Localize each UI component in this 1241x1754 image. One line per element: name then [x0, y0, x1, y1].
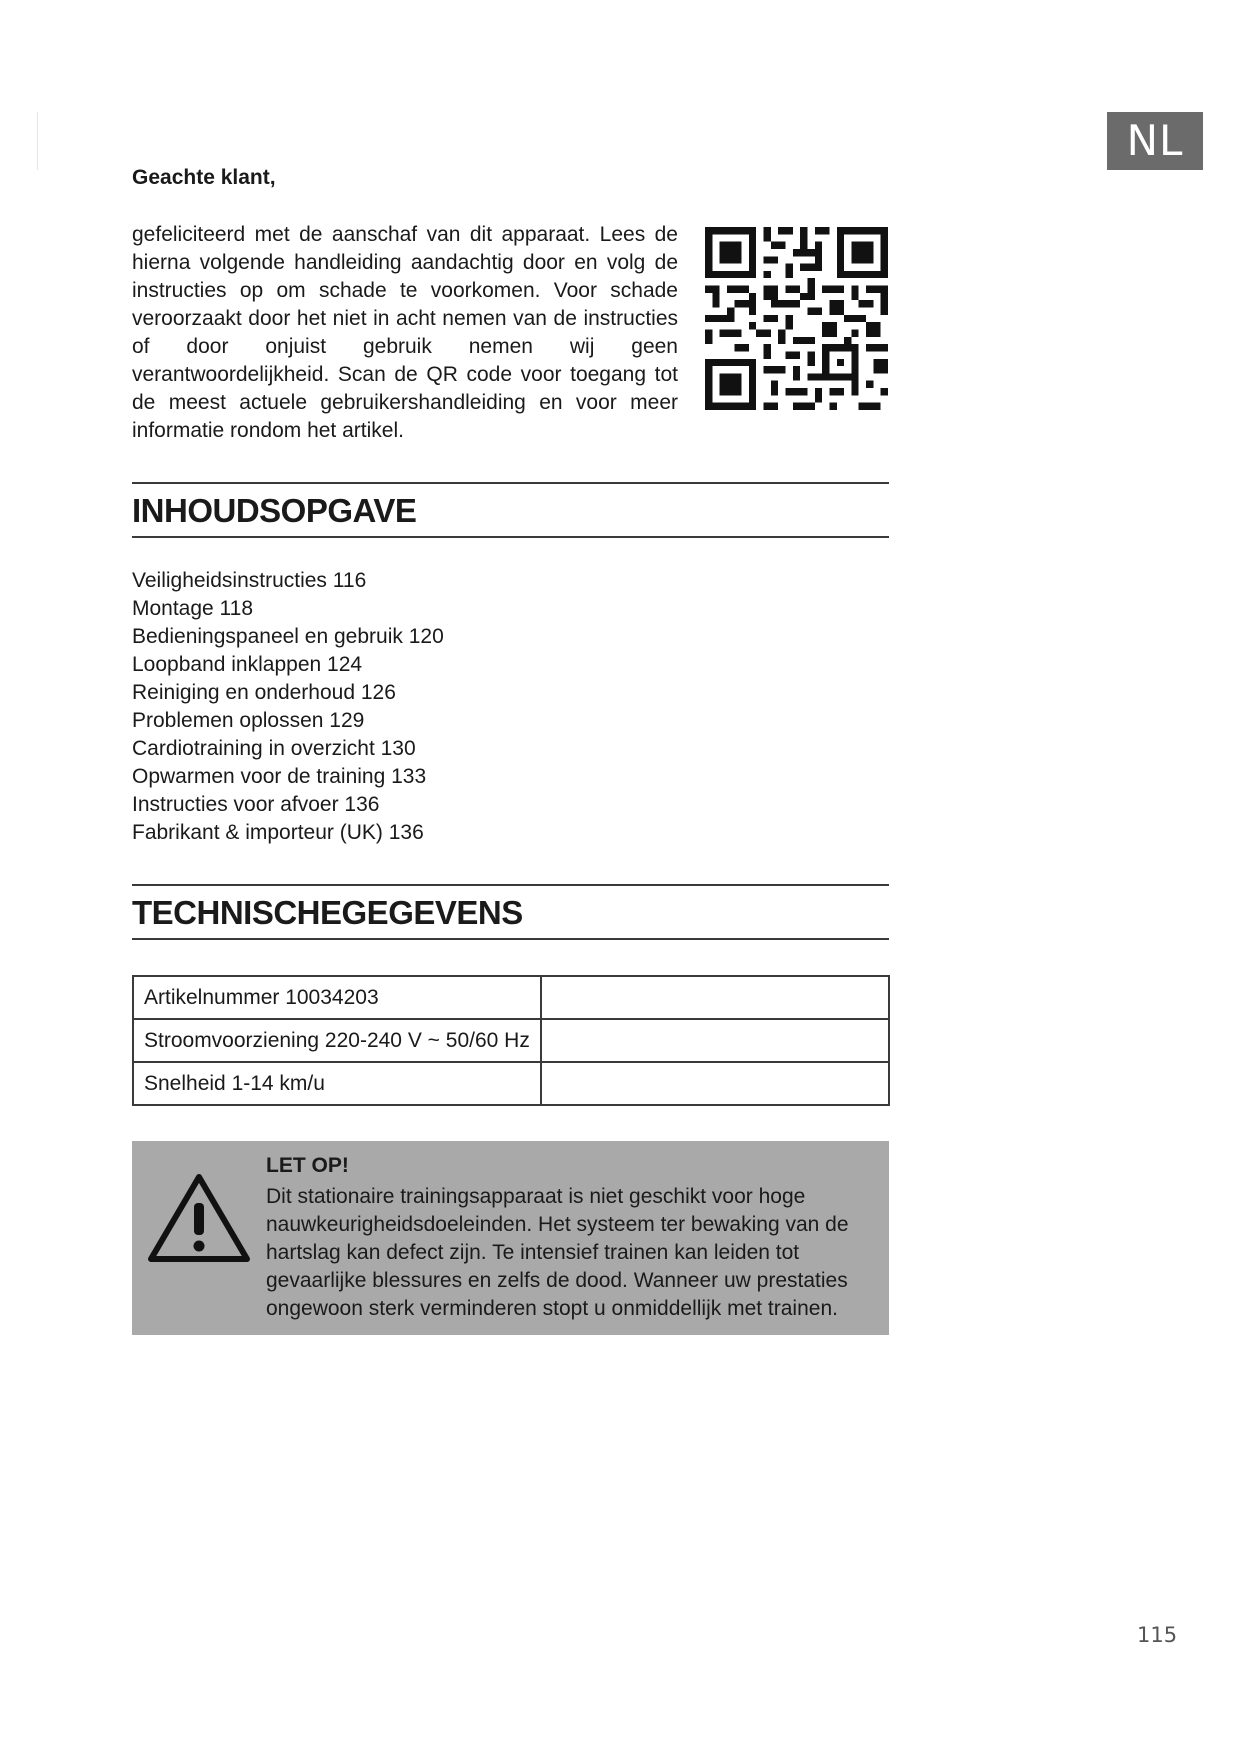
toc-item: Problemen oplossen 129: [132, 709, 365, 732]
toc-title: INHOUDSOPGAVE: [132, 492, 417, 529]
toc-item: Cardiotraining in overzicht 130: [132, 737, 416, 760]
page-number: 115: [1137, 1623, 1178, 1647]
toc-item: Instructies voor afvoer 136: [132, 793, 380, 816]
toc-item: Fabrikant & importeur (UK) 136: [132, 821, 424, 844]
toc-item: Veiligheidsinstructies 116: [132, 569, 367, 592]
specs-heading-block: [132, 884, 889, 940]
spec-cell-empty: [541, 1019, 889, 1062]
toc-item: Loopband inklappen 124: [132, 653, 363, 676]
specs-title: TECHNISCHEGEGEVENS: [132, 894, 523, 931]
toc-heading-block: [132, 482, 889, 538]
spec-cell: Snelheid 1-14 km/u: [133, 1062, 541, 1105]
spec-cell: Artikelnummer 10034203: [133, 976, 541, 1019]
warning-box: [132, 1141, 889, 1335]
table-row: [133, 976, 889, 1019]
spec-cell-empty: [541, 1062, 889, 1105]
table-row: [133, 1062, 889, 1105]
specs-table: [132, 975, 890, 1106]
margin-line: [37, 112, 38, 170]
intro-paragraph: gefeliciteerd met de aanschaf van dit apparaat. Lees de hierna volgende handleiding aandachtig door en volg de instructies op om schade te voorkomen. Voor schade veroorzaakt door het niet in acht nemen van de instructies of door onjuist gebruik nemen wij geen verantwoordelijkheid. Scan de QR code voor toegang tot de meest actuele gebruikershandleiding en voor meer informatie rondom het artikel.: [132, 223, 678, 442]
toc-item: Montage 118: [132, 597, 254, 620]
toc-item: Opwarmen voor de training 133: [132, 765, 427, 788]
toc-item: Reiniging en onderhoud 126: [132, 681, 396, 704]
table-of-contents: [132, 567, 444, 847]
qr-code[interactable]: [705, 227, 888, 410]
table-row: [133, 1019, 889, 1062]
greeting: Geachte klant,: [132, 166, 276, 189]
warning-triangle-icon: [146, 1171, 252, 1265]
toc-item: Bedieningspaneel en gebruik 120: [132, 625, 444, 648]
warning-title: LET OP!: [266, 1154, 349, 1177]
warning-text: Dit stationaire trainingsapparaat is niet geschikt voor hoge nauwkeurigheidsdoeleinden. Het systeem ter bewaking van de hartslag kan defect zijn. Te intensief trainen kan leiden tot gevaarlijke blessures en zelfs de dood. Wanneer uw prestaties ongewoon sterk verminderen stopt u onmiddellijk met trainen.: [266, 1185, 849, 1320]
spec-cell: Stroomvoorziening 220-240 V ~ 50/60 Hz: [133, 1019, 541, 1062]
spec-cell-empty: [541, 976, 889, 1019]
language-badge: NL: [1107, 112, 1203, 170]
